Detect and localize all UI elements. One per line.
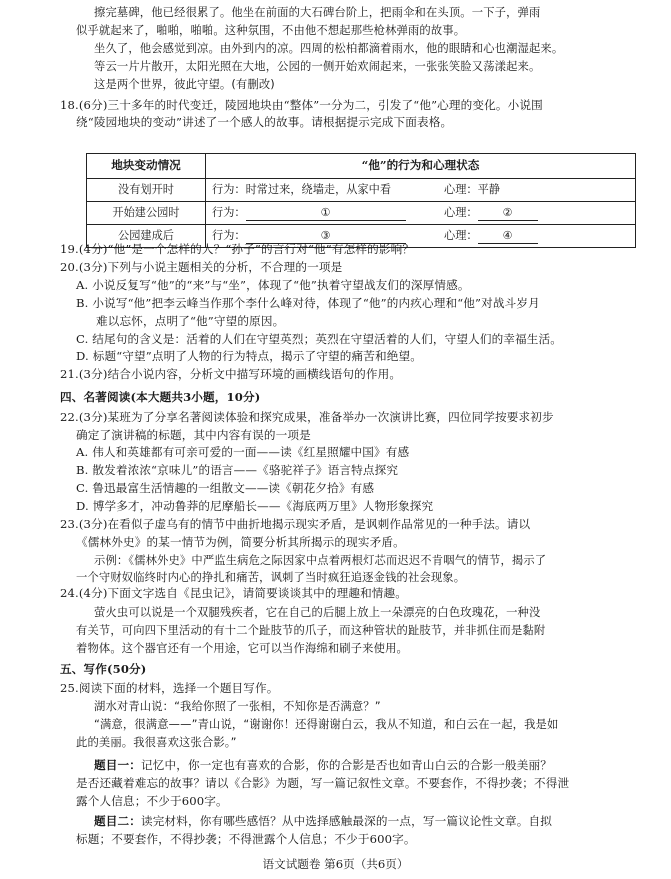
option-a: A. 伟人和英雄都有可亲可爱的一面——读《红星照耀中国》有感 bbox=[76, 445, 410, 459]
option-d: D. 标题“守望”点明了人物的行为特点，揭示了守望的痛苦和绝望。 bbox=[76, 349, 422, 363]
material-text: “满意，很满意——”青山说，“谢谢你！还得谢谢白云，我从不知道，和白云在一起，我是如 bbox=[94, 718, 559, 731]
story-line: 等云一片片散开，太阳光照在大地，公园的一侧开始欢闹起来，一张张笑脸又荡漾起来。 bbox=[94, 60, 541, 73]
table-row bbox=[87, 202, 636, 225]
option-a: A. 小说反复写“他”的“来”与“坐”，体现了“他”执着守望战友们的深厚情感。 bbox=[76, 278, 470, 292]
topic-one-label: 题目一： bbox=[94, 758, 141, 772]
option-d: D. 博学多才，冲动鲁莽的尼摩船长——《海底两万里》人物形象探究 bbox=[76, 499, 434, 513]
behavior-text: 时常过来，绕墙走，从家中看 bbox=[245, 183, 392, 197]
mind-label: 心理： bbox=[444, 206, 478, 220]
option-b: B. 小说写“他”把李云峰当作那个李什么峰对待，体现了“他”的内疚心理和“他”对战斗岁月 bbox=[76, 296, 540, 310]
answer-blank: ③ bbox=[246, 229, 406, 244]
question-23-cont: 《儒林外史》的某一情节为例，简要分析其所揭示的现实矛盾。 bbox=[76, 535, 405, 549]
behavior-label: 行为： bbox=[212, 206, 246, 220]
story-line: 这是两个世界，彼此守望。(有删改) bbox=[94, 78, 275, 91]
material-text: 此的美丽。我很喜欢这张合影。” bbox=[76, 736, 237, 749]
option-c: C. 鲁迅最富生活情趣的一组散文——读《朝花夕拾》有感 bbox=[76, 481, 375, 495]
mind-text: 平静 bbox=[477, 183, 500, 197]
material-text: 湖水对青山说：“我给你照了一张相，不知你是否满意？” bbox=[94, 700, 381, 713]
topic-one-text: 记忆中，你一定也有喜欢的合影，你的合影是否也如青山白云的合影一般美丽？ bbox=[140, 758, 553, 772]
table-cell-state bbox=[206, 202, 636, 225]
question-22: 22.(3分)某班为了分享名著阅读体验和探究成果，准备举办一次演讲比赛，四位同学按要求初步 bbox=[60, 410, 554, 424]
answer-table bbox=[86, 153, 636, 248]
question-18-cont: 绕“陵园地块的变动”讲述了一个感人的故事。请根据提示完成下面表格。 bbox=[76, 115, 453, 129]
behavior-label: 行为： bbox=[212, 229, 246, 243]
story-line: 擦完墓碑，他已经很累了。他坐在前面的大石碑台阶上，把雨伞和在头顶。一下子，弹雨 bbox=[94, 6, 541, 19]
example-text: 一个守财奴临终时内心的挣扎和痛苦，讽刺了当时疯狂追逐金钱的社会现象。 bbox=[76, 571, 466, 584]
section-4-heading: 四、名著阅读(本大题共3小题，10分) bbox=[60, 390, 261, 404]
topic-one bbox=[94, 757, 552, 775]
option-b: B. 散发着浓浓“京味儿”的语言——《骆驼祥子》语言特点探究 bbox=[76, 463, 399, 477]
behavior-label: 行为： bbox=[212, 183, 246, 197]
question-24: 24.(4分)下面文字选自《昆虫记》，请简要谈谈其中的理趣和情趣。 bbox=[60, 586, 408, 600]
question-20: 20.(3分)下列与小说主题相关的分析，不合理的一项是 bbox=[60, 260, 343, 274]
table-cell-stage: 公园建成后 bbox=[87, 225, 206, 248]
example-text: 示例：《儒林外史》中严监生病危之际因家中点着两根灯芯而迟迟不肯咽气的情节，揭示了 bbox=[94, 554, 547, 567]
question-18: 18.(6分)三十多年的时代变迁，陵园地块由“整体”一分为二，引发了“他”心理的变化。小说围 bbox=[60, 98, 543, 112]
table-row bbox=[87, 179, 636, 202]
topic-two-label: 题目二： bbox=[94, 814, 141, 828]
table-cell-stage: 没有划开时 bbox=[87, 179, 206, 202]
table-cell-state bbox=[206, 179, 636, 202]
question-25: 25.阅读下面的材料，选择一个题目写作。 bbox=[60, 681, 279, 695]
question-19: 19.(4分)“他”是一个怎样的人？“孙子”的言行对“他”有怎样的影响？ bbox=[60, 242, 415, 256]
topic-one-cont: 是否还藏着难忘的故事？请以《合影》为题，写一篇记叙性文章。不要套作，不得抄袭；不得泄 bbox=[76, 776, 570, 790]
topic-two-cont: 标题；不要套作，不得抄袭；不得泄露个人信息；不少于600字。 bbox=[76, 832, 416, 846]
question-22-cont: 确定了演讲稿的标题，其中内容有误的一项是 bbox=[76, 428, 311, 442]
topic-one-cont: 露个人信息；不少于600字。 bbox=[76, 794, 228, 808]
section-5-heading: 五、写作(50分) bbox=[60, 662, 147, 676]
question-23: 23.(3分)在看似子虚乌有的情节中曲折地揭示现实矛盾，是讽刺作品常见的一种手法。请以 bbox=[60, 517, 531, 531]
answer-blank: ① bbox=[246, 206, 406, 221]
mind-label: 心理： bbox=[444, 229, 478, 243]
table-header-stage: 地块变动情况 bbox=[87, 154, 206, 179]
topic-two-text: 读完材料，你有哪些感悟？从中选择感触最深的一点，写一篇议论性文章。自拟 bbox=[140, 814, 553, 828]
page-footer: 语文试题卷 第6页（共6页） bbox=[262, 857, 409, 871]
excerpt-text: 萤火虫可以说是一个双腿残疾者，它在自己的后腿上放上一朵漂亮的白色玫瑰花，一种没 bbox=[94, 606, 541, 619]
excerpt-text: 着物体。这个器官还有一个用途，它可以当作海绵和刷子来使用。 bbox=[76, 642, 408, 655]
question-21: 21.(3分)结合小说内容，分析文中描写环境的画横线语句的作用。 bbox=[60, 367, 402, 381]
table-header-state: “他”的行为和心理状态 bbox=[206, 154, 636, 179]
answer-blank: ② bbox=[478, 206, 538, 221]
table-header-row bbox=[87, 154, 636, 179]
option-b-cont: 难以忘怀，点明了“他”守望的原因。 bbox=[96, 314, 285, 328]
table-cell-stage: 开始建公园时 bbox=[87, 202, 206, 225]
topic-two bbox=[94, 813, 552, 831]
excerpt-text: 有关节，可向四下里活动的有十二个趾肢节的爪子，而这种管状的趾肢节，并非抓住而是黏附 bbox=[76, 624, 546, 637]
story-line: 坐久了，他会感觉到凉。由外到内的凉。四周的松柏都滴着雨水，他的眼睛和心也潮湿起来。 bbox=[94, 42, 564, 55]
option-c: C. 结尾句的含义是：活着的人们在守望英烈；英烈在守望活着的人们，守望人们的幸福生活。 bbox=[76, 332, 563, 346]
answer-blank: ④ bbox=[478, 229, 538, 244]
story-line: 似乎就起来了，啪啪，啪啪。这种氛围，不由他不想起那些枪林弹雨的故事。 bbox=[76, 24, 466, 37]
mind-label: 心理： bbox=[444, 183, 478, 197]
